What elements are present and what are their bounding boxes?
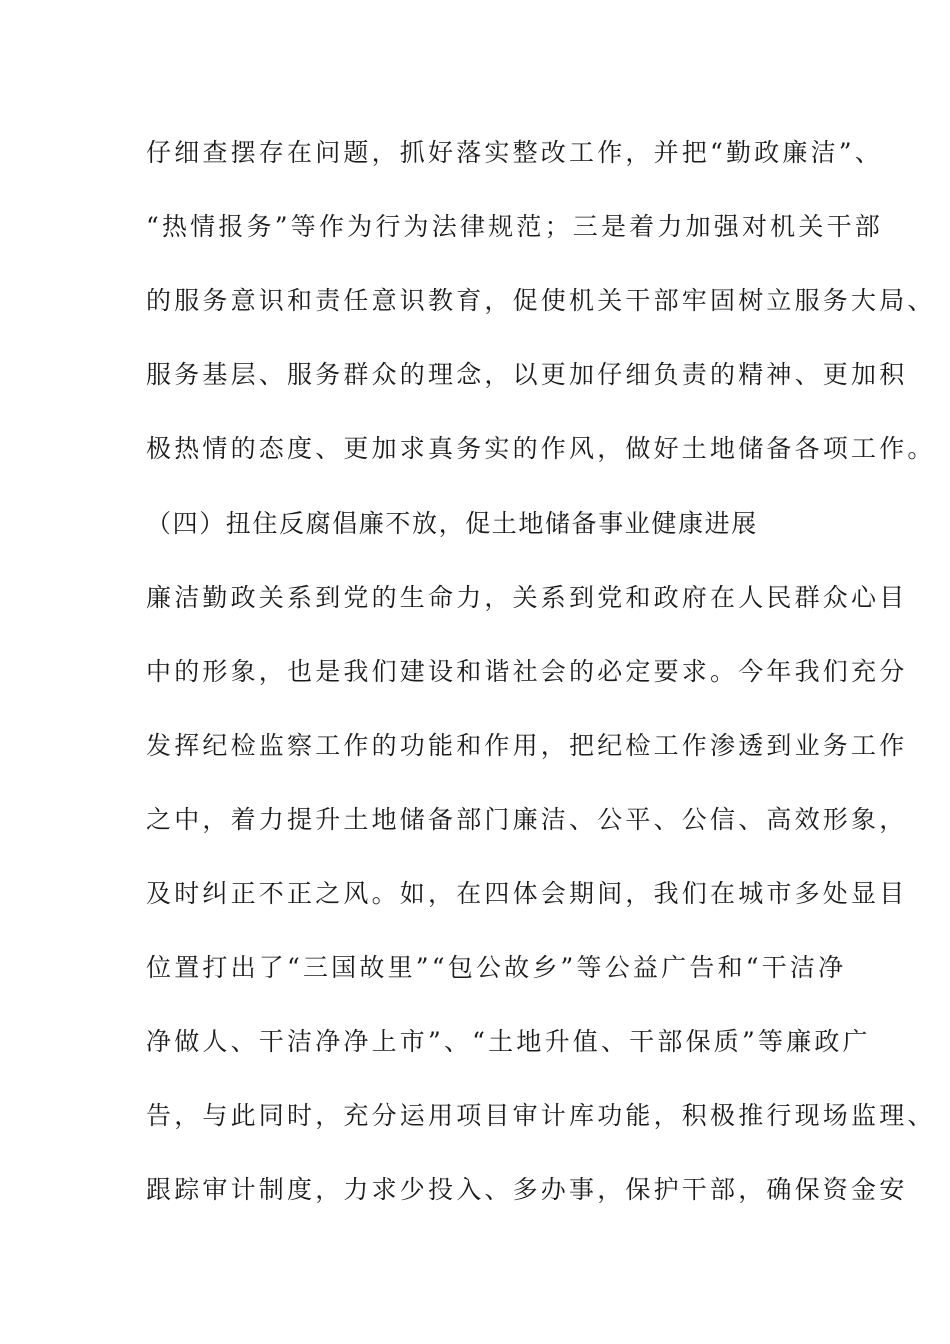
text-line: 跟踪审计制度，力求少投入、多办事，保护干部，确保资金安 (146, 1175, 908, 1204)
text-line: 净做人、干洁净净上市”、“土地升值、干部保质”等廉政广 (146, 1027, 871, 1056)
text-line: 仔细查摆存在问题，抓好落实整改工作，并把“勤政廉洁”、 (146, 138, 883, 167)
text-line: 服务基层、服务群众的理念，以更加仔细负责的精神、更加积 (146, 360, 908, 389)
section-heading: （四）扭住反腐倡廉不放，促土地储备事业健康进展 (146, 509, 758, 538)
text-line: 极热情的态度、更加求真务实的作风，做好土地储备各项工作。 (146, 434, 936, 463)
text-line: 之中，着力提升土地储备部门廉洁、公平、公信、高效形象， (146, 805, 908, 834)
text-line: 的服务意识和责任意识教育，促使机关干部牢固树立服务大局、 (146, 286, 936, 315)
text-line: “热情报务”等作为行为法律规范；三是着力加强对机关干部 (146, 212, 883, 241)
text-line: 廉洁勤政关系到党的生命力，关系到党和政府在人民群众心目 (146, 583, 908, 612)
text-line: 中的形象，也是我们建设和谐社会的必定要求。今年我们充分 (146, 657, 908, 686)
text-line: 告，与此同时，充分运用项目审计库功能，积极推行现场监理、 (146, 1101, 936, 1130)
text-line: 发挥纪检监察工作的功能和作用，把纪检工作渗透到业务工作 (146, 731, 908, 760)
text-line: 及时纠正不正之风。如，在四体会期间，我们在城市多处显目 (146, 879, 908, 908)
text-line: 位置打出了“三国故里”“包公故乡”等公益广告和“干洁净 (146, 953, 847, 982)
